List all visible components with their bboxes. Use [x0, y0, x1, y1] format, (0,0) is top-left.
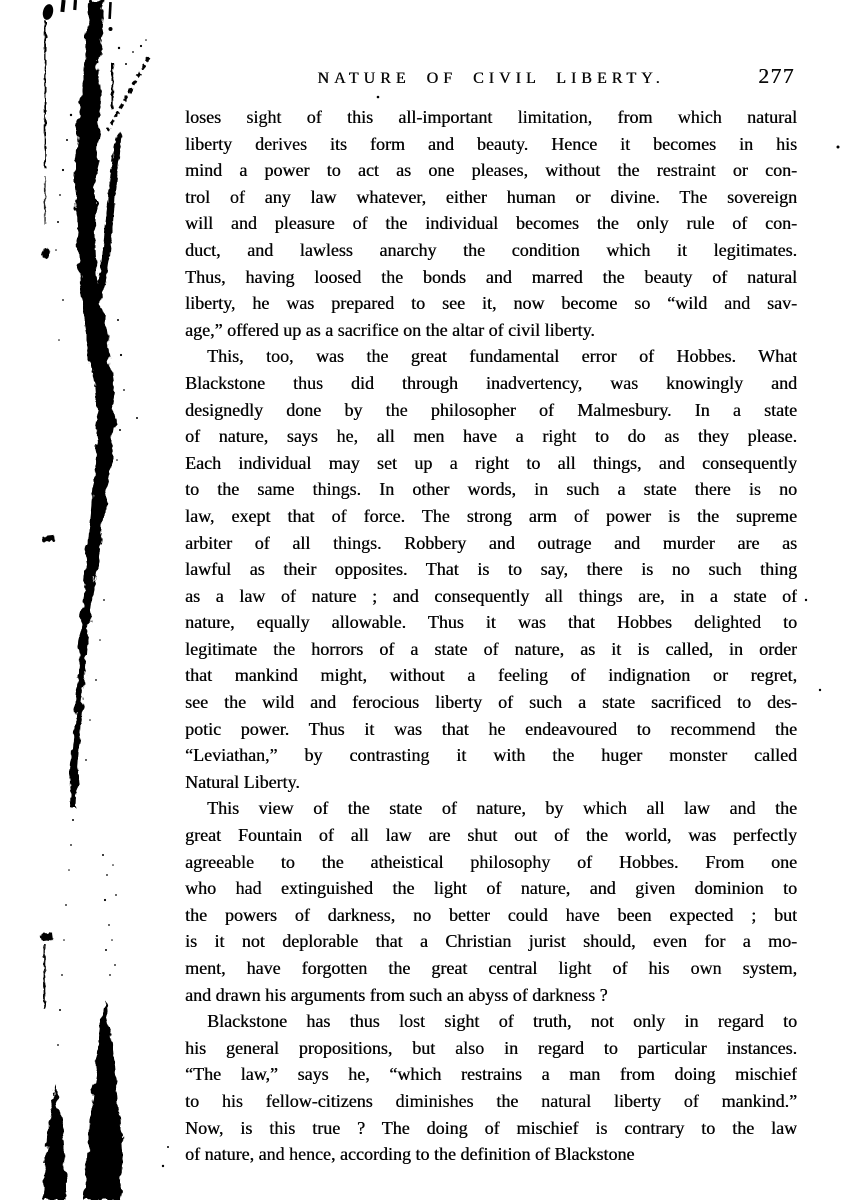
paragraph [185, 343, 797, 795]
text-line: potic power. Thus it was that he endeavoured to recommend the [185, 718, 797, 739]
text-line: age,” offered up as a sacrifice on the altar of civil liberty. [185, 319, 595, 340]
text-line: liberty, he was prepared to see it, now become so “wild and sav- [185, 293, 797, 314]
text-line: liberty derives its form and beauty. Hence it becomes in his [185, 133, 797, 154]
text-line: and drawn his arguments from such an abyss of darkness ? [185, 984, 608, 1005]
text-line: Thus, having loosed the bonds and marred the beauty of natural [185, 266, 797, 287]
text-line: of nature, and hence, according to the definition of Blackstone [185, 1144, 635, 1165]
text-line: arbiter of all things. Robbery and outrage and murder are as [185, 532, 797, 553]
text-line: ment, have forgotten the great central light of his own system, [185, 958, 797, 978]
text-line: to the same things. In other words, in such a state there is no [185, 479, 797, 500]
text-line: as a law of nature ; and consequently all things are, in a state of [185, 585, 797, 606]
text-line: mind a power to act as one pleases, without the restraint or con- [185, 160, 797, 181]
text-line: of nature, says he, all men have a right to do as they please. [185, 426, 797, 447]
text-line: lawful as their opposites. That is to say, there is no such thing [185, 559, 797, 580]
paragraph [185, 104, 797, 343]
text-line: Now, is this true ? The doing of mischief is contrary to the law [185, 1117, 797, 1138]
text-line: “Leviathan,” by contrasting it with the huger monster called [185, 745, 797, 766]
text-line: loses sight of this all-important limitation, from which natural [185, 107, 797, 127]
running-head-title: NATURE OF CIVIL LIBERTY. [317, 70, 665, 87]
text-line: great Fountain of all law are shut out of the world, was perfectly [185, 825, 797, 846]
text-line: Blackstone has thus lost sight of truth, not only in regard to [207, 1011, 797, 1032]
text-line: the powers of darkness, no better could have been expected ; but [185, 904, 797, 925]
text-line: see the wild and ferocious liberty of such a state sacrificed to des- [185, 692, 797, 713]
text-line: Each individual may set up a right to all things, and consequently [185, 452, 797, 473]
text-line: Blackstone thus did through inadvertency, was knowingly and [185, 372, 797, 393]
text-line: duct, and lawless anarchy the condition which it legitimates. [185, 239, 797, 260]
text-line: This view of the state of nature, by which all law and the [207, 798, 797, 819]
text-line: legitimate the horrors of a state of nature, as it is called, in order [185, 638, 797, 659]
text-line: agreeable to the atheistical philosophy of Hobbes. From one [185, 851, 797, 872]
text-line: to his fellow-citizens diminishes the natural liberty of mankind.” [185, 1090, 797, 1111]
text-line: trol of any law whatever, either human or divine. The sovereign [185, 186, 797, 207]
text-line: will and pleasure of the individual becomes the only rule of con- [185, 213, 797, 234]
text-line: Natural Liberty. [185, 771, 300, 792]
text-line: his general propositions, but also in regard to particular instances. [185, 1037, 797, 1058]
page-body [185, 104, 797, 1168]
text-line: designedly done by the philosopher of Malmesbury. In a state [185, 399, 797, 420]
text-line: “The law,” says he, “which restrains a man from doing mischief [185, 1064, 797, 1085]
text-line: who had extinguished the light of nature, and given dominion to [185, 878, 797, 899]
text-line: law, exept that of force. The strong arm of power is the supreme [185, 505, 797, 526]
paragraph [185, 795, 797, 1008]
text-line: nature, equally allowable. Thus it was that Hobbes delighted to [185, 612, 797, 633]
text-line: This, too, was the great fundamental error of Hobbes. What [207, 346, 797, 367]
text-line: is it not deplorable that a Christian jurist should, even for a mo- [185, 931, 797, 952]
page-header [185, 64, 797, 100]
page-number: 277 [758, 64, 795, 88]
paragraph [185, 1008, 797, 1168]
text-line: that mankind might, without a feeling of indignation or regret, [185, 665, 797, 686]
